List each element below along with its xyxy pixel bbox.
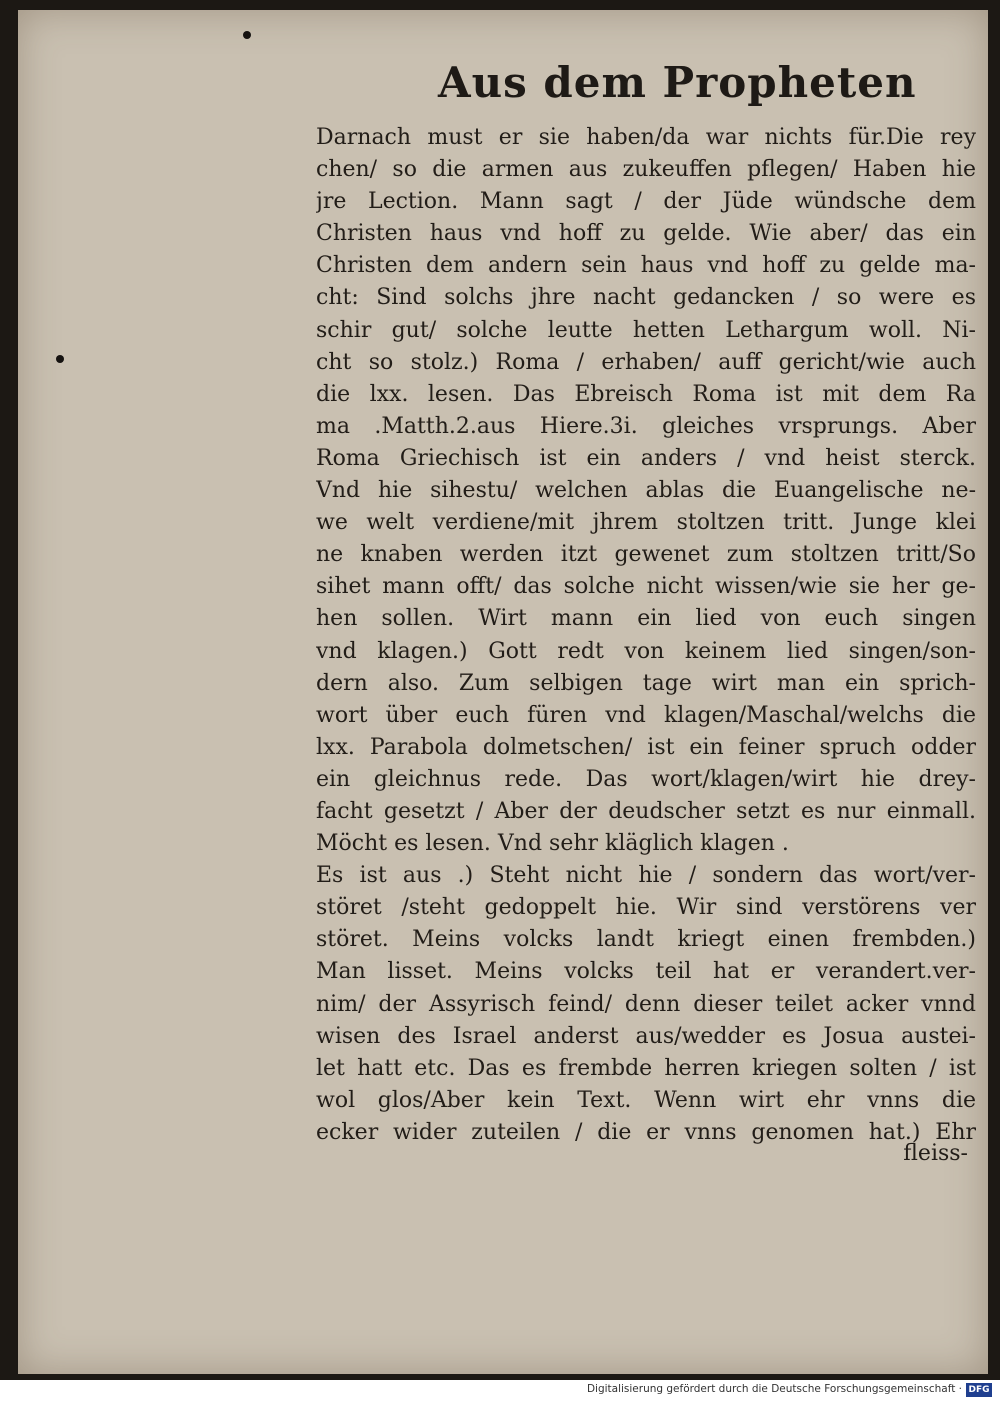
- text-line: we welt verdiene/mit jhrem stoltzen tritt. Junge klei: [316, 510, 976, 536]
- text-line: Roma Griechisch ist ein anders / vnd heist sterck.: [316, 445, 976, 471]
- book-page: [18, 10, 988, 1374]
- text-line: Man lisset. Meins volcks teil hat er verandert.ver-: [316, 959, 976, 985]
- text-line: chen/ so die armen aus zukeuffen pflegen/ Haben hie: [316, 157, 976, 183]
- text-line: wisen des Israel anderst aus/wedder es Josua austei-: [316, 1023, 976, 1049]
- text-line: ein gleichnus rede. Das wort/klagen/wirt hie drey-: [316, 766, 976, 792]
- text-line: störet /steht gedoppelt hie. Wir sind verstörens ver: [316, 895, 976, 921]
- text-line: hen sollen. Wirt mann ein lied von euch singen: [316, 606, 976, 632]
- text-line: die lxx. lesen. Das Ebreisch Roma ist mit dem Ra: [316, 381, 976, 407]
- text-line: lxx. Parabola dolmetschen/ ist ein feiner spruch odder: [316, 734, 976, 760]
- text-line: Darnach must er sie haben/da war nichts für.Die rey: [316, 125, 976, 150]
- text-line: wol glos/Aber kein Text. Wenn wirt ehr vnns die: [316, 1087, 976, 1113]
- text-line: Christen haus vnd hoff zu gelde. Wie aber/ das ein: [316, 221, 976, 247]
- dfg-logo-icon: DFG: [966, 1383, 992, 1397]
- catchword: fleiss-: [903, 1141, 968, 1166]
- text-line: vnd klagen.) Gott redt von keinem lied singen/son-: [316, 638, 976, 664]
- text-line: Es ist aus .) Steht nicht hie / sondern das wort/ver-: [316, 863, 976, 889]
- text-line: ma .Matth.2.aus Hiere.3i. gleiches vrsprungs. Aber: [316, 413, 976, 439]
- binding-hole-top: [243, 31, 251, 39]
- text-line: ne knaben werden itzt gewenet zum stoltzen tritt/So: [316, 542, 976, 568]
- binding-hole-middle: [56, 355, 64, 363]
- text-line: Christen dem andern sein haus vnd hoff zu gelde ma-: [316, 253, 976, 279]
- funding-credit: Digitalisierung gefördert durch die Deutsche Forschungsgemeinschaft ·: [586, 1383, 962, 1395]
- digitization-footer: [0, 1380, 1000, 1402]
- text-line: sihet mann offt/ das solche nicht wissen/wie sie her ge-: [316, 574, 976, 600]
- text-line: ecker wider zuteilen / die er vnns genomen hat.) Ehr: [316, 1119, 976, 1145]
- text-line: Vnd hie sihestu/ welchen ablas die Euangelische ne-: [316, 478, 976, 504]
- text-line: schir gut/ solche leutte hetten Lethargum woll. Ni-: [316, 317, 976, 343]
- body-text: [316, 122, 976, 1149]
- text-line: jre Lection. Mann sagt / der Jüde wündsche dem: [316, 189, 976, 215]
- text-line: cht: Sind solchs jhre nacht gedancken / so were es: [316, 285, 976, 311]
- running-head: Aus dem Propheten: [438, 58, 917, 107]
- text-line: nim/ der Assyrisch feind/ denn dieser teilet acker vnnd: [316, 991, 976, 1017]
- text-line: dern also. Zum selbigen tage wirt man ein sprich-: [316, 670, 976, 696]
- text-line: let hatt etc. Das es frembde herren kriegen solten / ist: [316, 1055, 976, 1081]
- text-line: Möcht es lesen. Vnd sehr kläglich klagen .: [316, 831, 789, 857]
- text-line: cht so stolz.) Roma / erhaben/ auff gericht/wie auch: [316, 349, 976, 375]
- text-line: wort über euch füren vnd klagen/Maschal/welchs die: [316, 702, 976, 728]
- text-line: facht gesetzt / Aber der deudscher setzt es nur einmall.: [316, 798, 976, 824]
- text-line: störet. Meins volcks landt kriegt einen frembden.): [316, 927, 976, 953]
